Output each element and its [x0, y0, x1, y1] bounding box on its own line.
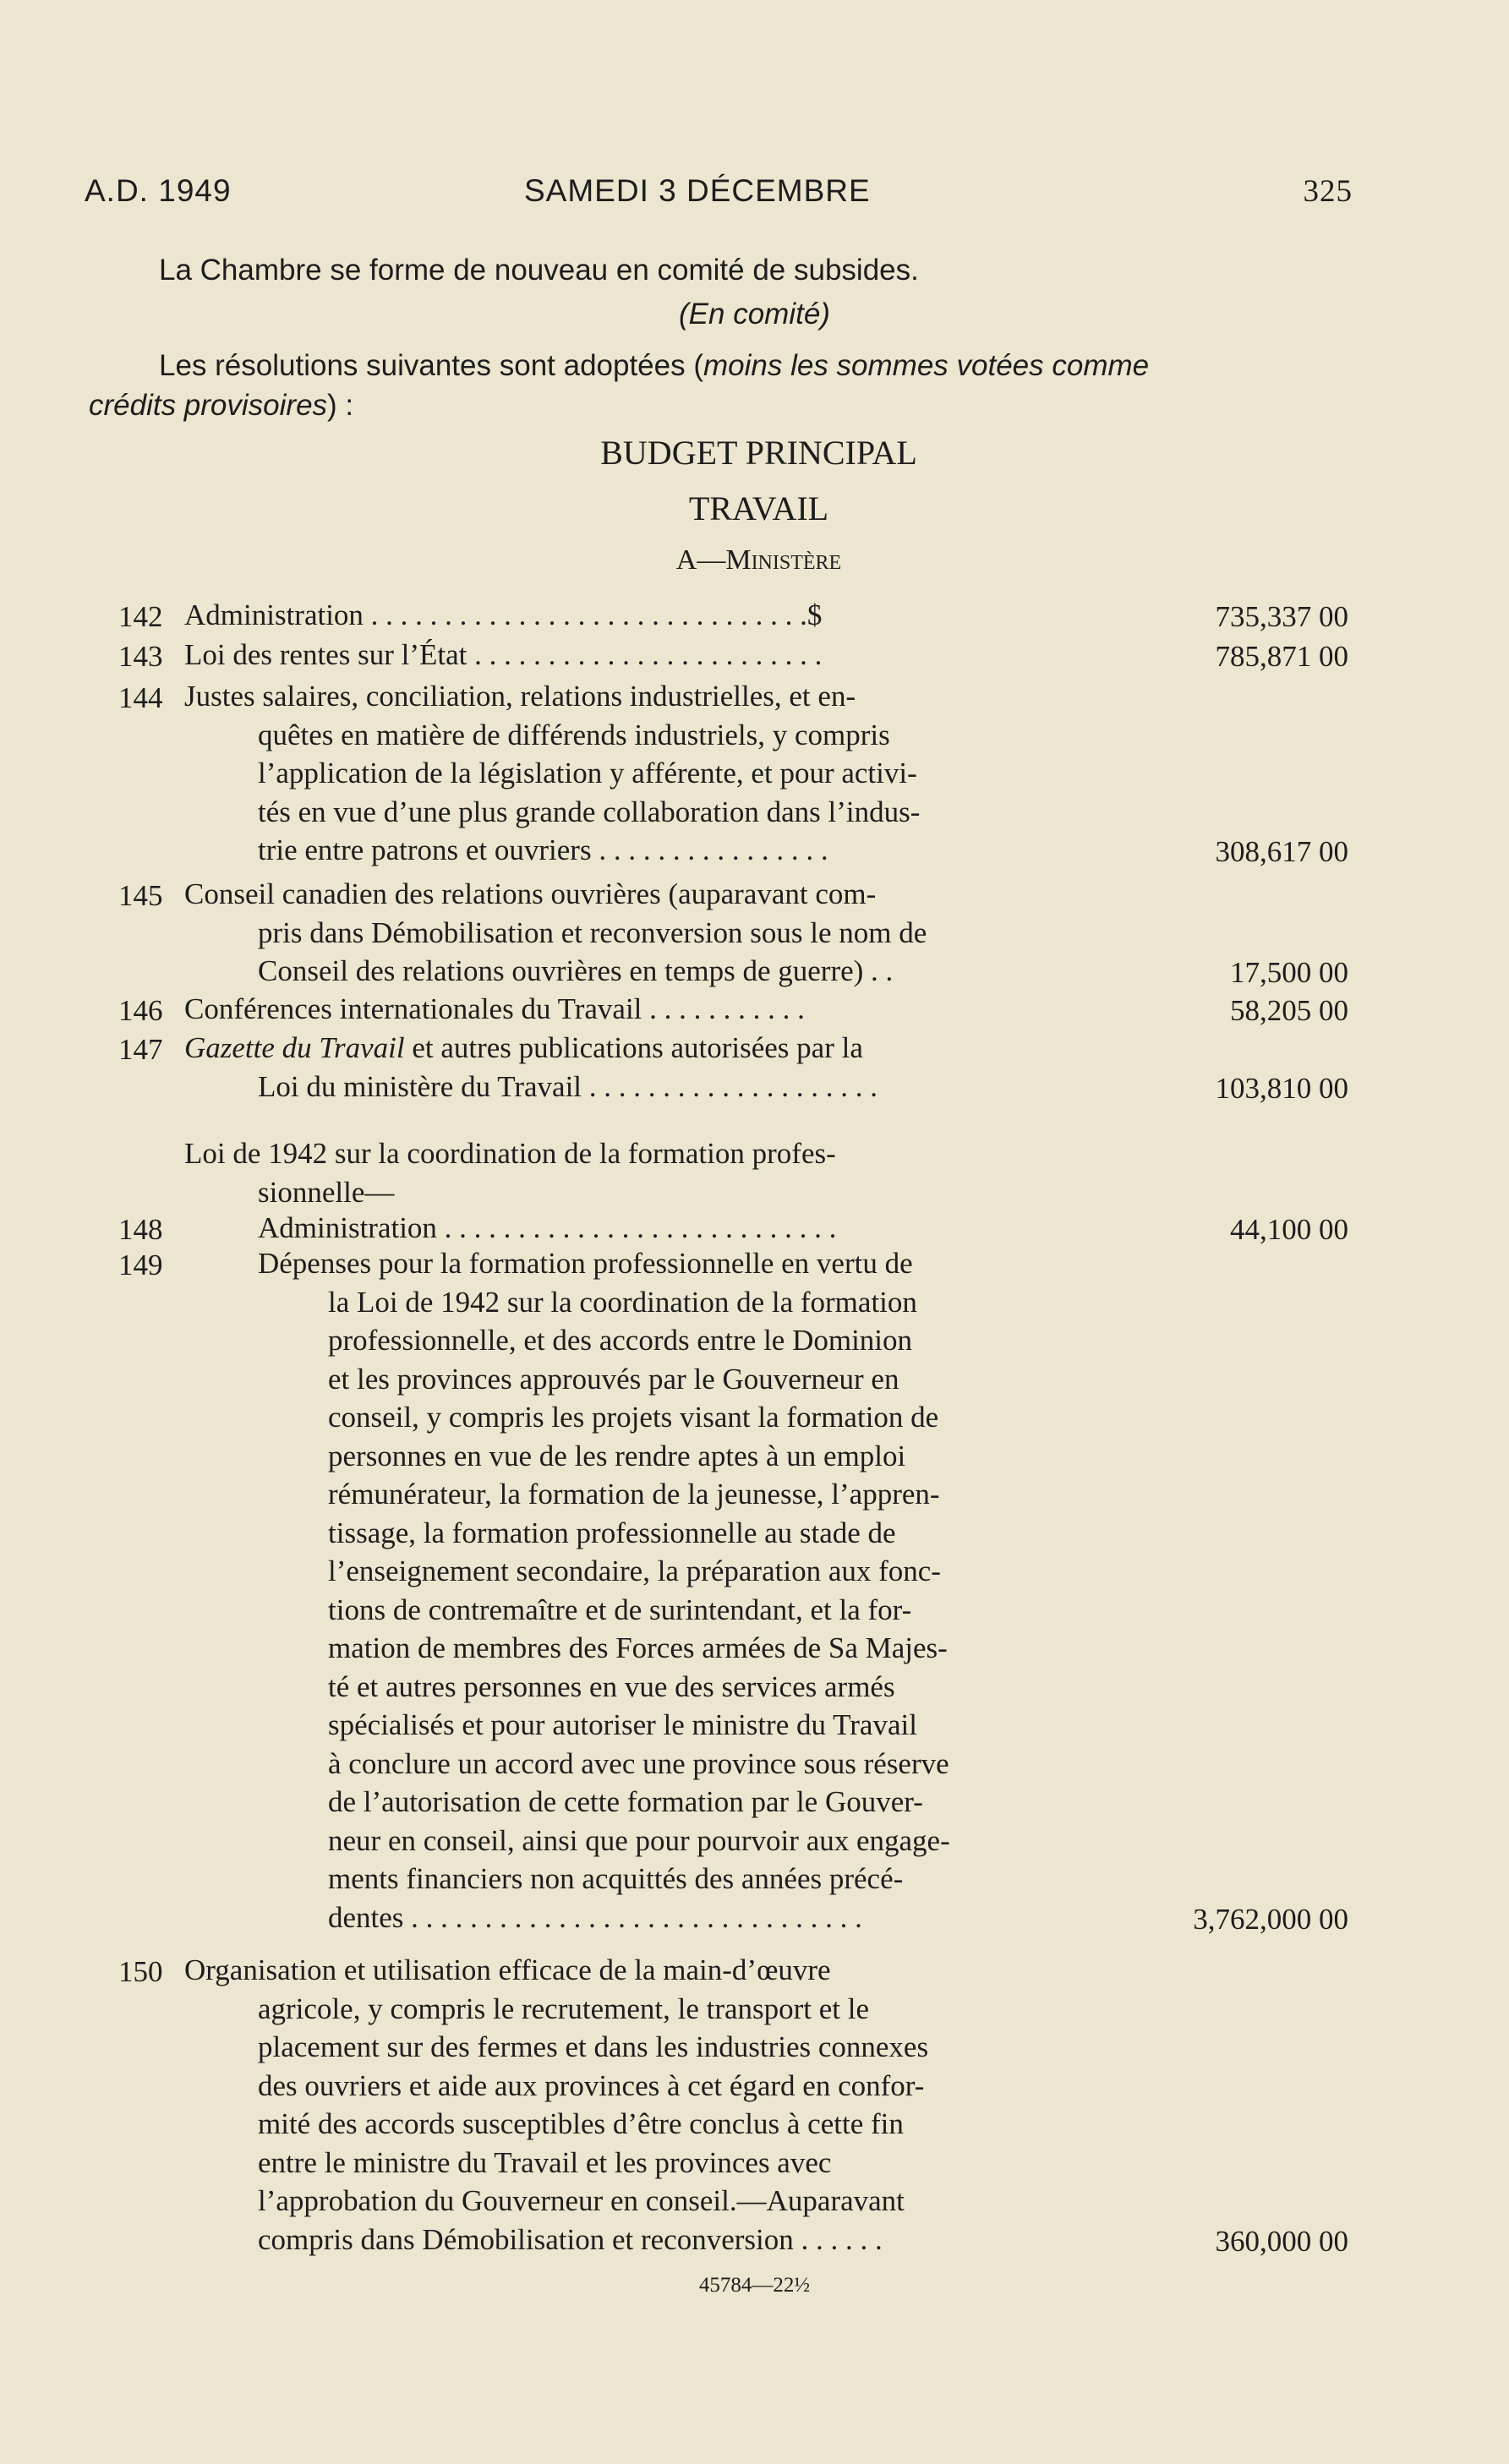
item-line: l’enseignement secondaire, la préparation aux fonc- — [328, 1554, 941, 1587]
heading-budget: BUDGET PRINCIPAL — [600, 434, 917, 472]
item-description — [184, 1951, 928, 2259]
item-line: tés en vue d’une plus grande collaboration dans l’indus- — [258, 795, 921, 828]
intro-credits — [89, 389, 353, 423]
item-line: entre le ministre du Travail et les provinces avec — [258, 2145, 832, 2179]
item-amount: 17,500 00 — [1230, 956, 1348, 989]
item-line: l’application de la législation y afférente, et pour activi- — [258, 757, 917, 789]
intro-line-4: crédits provisoires — [89, 389, 328, 422]
item-number: 143 — [118, 640, 163, 673]
item-line: mation de membres des Forces armées de Sa Majes- — [328, 1631, 948, 1664]
heading-travail: TRAVAIL — [688, 489, 829, 527]
item-description — [184, 990, 805, 1029]
item-line: spécialisés et pour autoriser le ministre du Travail — [328, 1708, 917, 1741]
item-line: pris dans Démobilisation et reconversion sous le nom de — [258, 915, 927, 949]
page-number: 325 — [1303, 174, 1353, 209]
item-line: professionnelle, et des accords entre le Dominion — [328, 1324, 913, 1357]
item-line: agricole, y compris le recrutement, le transport et le — [258, 1991, 870, 2025]
intro-resolutions — [159, 349, 1351, 383]
header-date: SAMEDI 3 DÉCEMBRE — [524, 173, 871, 208]
item-line: trie entre patrons et ouvriers . . . . . . . . . . . . . . . . — [258, 833, 828, 866]
intro-line-4b: ) : — [327, 389, 354, 422]
item-line: compris dans Démobilisation et reconversion . . . . . . — [258, 2222, 883, 2256]
item-line: l’approbation du Gouverneur en conseil.—Auparavant — [258, 2184, 905, 2217]
item-number: 149 — [118, 1248, 163, 1281]
item-description — [184, 596, 822, 635]
item-line: Loi des rentes sur l’État . . . . . . . . . . . . . . . . . . . . . . . . — [184, 638, 823, 671]
intro-line-1: La Chambre se forme de nouveau en comité de subsides. — [159, 254, 919, 287]
item-description — [184, 636, 822, 675]
subheading-formation — [184, 1134, 836, 1211]
item-amount: 44,100 00 — [1230, 1213, 1348, 1246]
item-line: personnes en vue de les rendre aptes à un emploi — [328, 1439, 906, 1472]
item-number: 142 — [118, 600, 163, 633]
item-number: 147 — [118, 1033, 163, 1066]
item-line: la Loi de 1942 sur la coordination de la formation — [328, 1285, 917, 1319]
item-line: neur en conseil, ainsi que pour pourvoir aux engage- — [328, 1823, 950, 1857]
item-line: dentes . . . . . . . . . . . . . . . . . . . . . . . . . . . . . . . — [328, 1900, 862, 1934]
header-year: A.D. 1949 — [85, 173, 232, 208]
item-description — [184, 677, 920, 870]
item-description — [258, 1209, 836, 1248]
item-line: Organisation et utilisation efficace de la main-d’œuvre — [184, 1953, 831, 1986]
item-line: tissage, la formation professionnelle au stade de — [328, 1516, 896, 1549]
item-line: de l’autorisation de cette formation par le Gouver- — [328, 1785, 923, 1818]
item-line: rémunérateur, la formation de la jeunesse, l’appren- — [328, 1478, 940, 1511]
item-amount: 58,205 00 — [1230, 994, 1348, 1027]
item-line: Conférences internationales du Travail . . . . . . . . . . . — [184, 992, 805, 1025]
item-line: Conseil canadien des relations ouvrières (auparavant com- — [184, 877, 877, 910]
item-line: placement sur des fermes et dans les industries connexes — [258, 2030, 929, 2063]
item-line: Gazette du Travail et autres publications autorisées par la — [184, 1031, 863, 1064]
item-amount: 308,617 00 — [1215, 835, 1348, 868]
item-amount: 785,871 00 — [1215, 640, 1348, 673]
item-line: Justes salaires, conciliation, relations industrielles, et en- — [184, 680, 856, 713]
item-number: 150 — [118, 1955, 163, 1988]
item-line: té et autres personnes en vue des services armés — [328, 1669, 895, 1703]
item-description — [184, 1029, 878, 1106]
item-number: 148 — [118, 1213, 163, 1246]
item-line: tions de contremaître et de surintendant, et la for- — [328, 1593, 912, 1626]
item-amount: 3,762,000 00 — [1193, 1902, 1348, 1936]
item-description — [184, 875, 927, 991]
item-amount: 103,810 00 — [1215, 1071, 1348, 1105]
item-line: à conclure un accord avec une province sous réserve — [328, 1746, 949, 1780]
item-line: mité des accords susceptibles d’être conclus à cette fin — [258, 2107, 904, 2140]
item-line: et les provinces approuvés par le Gouverneur en — [328, 1362, 899, 1396]
item-amount: 735,337 00 — [1215, 600, 1348, 633]
heading-ministere: A—Ministère — [675, 544, 842, 576]
item-number: 145 — [118, 879, 163, 912]
intro-en-comite: (En comité) — [679, 298, 830, 331]
item-line: Administration . . . . . . . . . . . . . . . . . . . . . . . . . . . . . .$ — [184, 598, 823, 631]
item-italic-title: Gazette du Travail — [184, 1031, 405, 1064]
item-number: 144 — [118, 681, 163, 714]
subheading-line: Loi de 1942 sur la coordination de la formation profes- — [184, 1137, 836, 1170]
item-line: Dépenses pour la formation professionnelle en vertu de — [258, 1247, 913, 1280]
item-number: 146 — [118, 994, 163, 1027]
item-amount: 360,000 00 — [1215, 2224, 1348, 2258]
item-line: quêtes en matière de différends industriels, y compris — [258, 718, 890, 751]
intro-line-3b: moins les sommes votées comme — [703, 349, 1150, 382]
item-line: des ouvriers et aide aux provinces à cet égard en confor- — [258, 2068, 925, 2102]
item-line: Administration . . . . . . . . . . . . . . . . . . . . . . . . . . . — [258, 1211, 837, 1244]
item-description — [258, 1244, 950, 1937]
item-line: Conseil des relations ouvrières en temps de guerre) . . — [258, 954, 894, 987]
item-line: conseil, y compris les projets visant la formation de — [328, 1401, 939, 1434]
subheading-line: sionnelle— — [258, 1175, 395, 1209]
intro-line-3a: Les résolutions suivantes sont adoptées ( — [159, 349, 703, 382]
item-line: Loi du ministère du Travail . . . . . . . . . . . . . . . . . . . . — [258, 1069, 878, 1103]
footer-code: 45784—22½ — [698, 2274, 811, 2297]
item-line: ments financiers non acquittés des années précé- — [328, 1862, 904, 1895]
